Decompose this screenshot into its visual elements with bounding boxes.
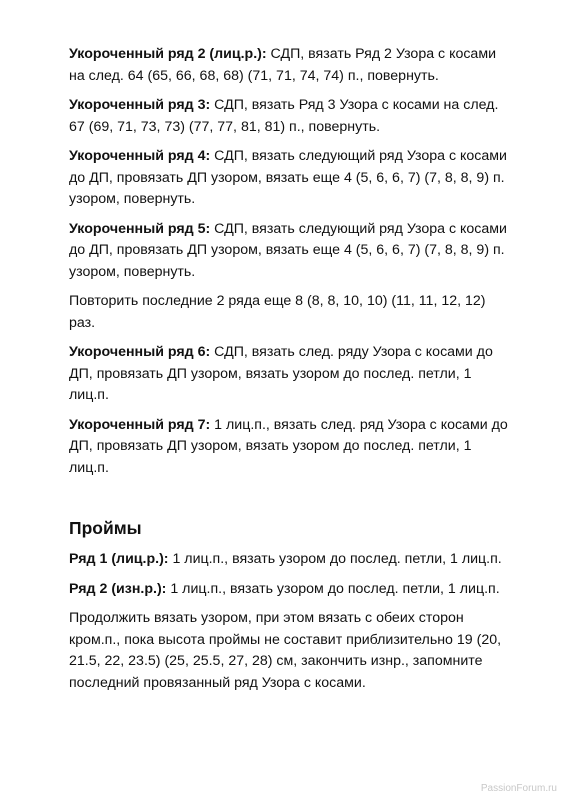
armhole-row-1-text: 1 лиц.п., вязать узором до послед. петли, 1 лиц.п. — [168, 551, 502, 567]
short-row-4-text: СДП, вязать следующий ряд Узора с косами до ДП, провязать ДП узором, вязать еще 4 (5, 6, 6, 7) (7, 8, 8, 9) п. узором, повернуть. — [69, 148, 507, 207]
repeat-rows-text: Повторить последние 2 ряда еще 8 (8, 8, 10, 10) (11, 11, 12, 12) раз. — [69, 293, 486, 331]
short-row-5-label: Укороченный ряд 5: — [69, 220, 211, 237]
armhole-row-1-paragraph — [69, 549, 509, 571]
short-row-3-text: СДП, вязать Ряд 3 Узора с косами на след. 67 (69, 71, 73, 73) (77, 77, 81, 81) п., повернуть. — [69, 97, 499, 135]
short-row-3-paragraph — [69, 95, 509, 138]
short-row-5-text: СДП, вязать следующий ряд Узора с косами до ДП, провязать ДП узором, вязать еще 4 (5, 6, 6, 7) (7, 8, 8, 9) п. узором, повернуть. — [69, 220, 507, 280]
watermark-text: PassionForum.ru — [480, 783, 557, 794]
armhole-row-2-paragraph — [69, 579, 509, 601]
short-row-2-label: Укороченный ряд 2 (лиц.р.): — [69, 46, 267, 62]
short-row-7-text: 1 лиц.п., вязать след. ряд Узора с косами до ДП, провязать ДП узором, вязать узором до послед. петли, 1 лиц.п. — [69, 416, 508, 476]
repeat-rows-paragraph — [69, 291, 509, 334]
armhole-row-1-label: Ряд 1 (лиц.р.): — [69, 551, 169, 567]
short-row-5-paragraph — [69, 219, 509, 284]
short-row-4-label: Укороченный ряд 4: — [69, 148, 211, 164]
armhole-continue-paragraph — [69, 608, 509, 694]
document-page — [69, 44, 509, 702]
short-row-7-label: Укороченный ряд 7: — [69, 416, 211, 433]
short-row-6-paragraph — [69, 342, 509, 407]
short-row-4-paragraph — [69, 146, 509, 211]
short-row-3-label: Укороченный ряд 3: — [69, 97, 211, 113]
armhole-row-2-text: 1 лиц.п., вязать узором до послед. петли, 1 лиц.п. — [166, 580, 500, 597]
short-row-7-paragraph — [69, 415, 509, 480]
armhole-row-2-label: Ряд 2 (изн.р.): — [69, 580, 167, 597]
armhole-continue-text: Продолжить вязать узором, при этом вязать с обеих сторон кром.п., пока высота проймы не составит приблизительно 19 (20, 21.5, 22, 23.5) (25, 25.5, 27, 28) см, закончить изнр., запомните последний провязанный ряд Узора с косами. — [69, 610, 502, 691]
short-row-2-text: СДП, вязать Ряд 2 Узора с косами на след. 64 (65, 66, 68, 68) (71, 71, 74, 74) п., повернуть. — [69, 46, 497, 84]
short-row-6-label: Укороченный ряд 6: — [69, 344, 211, 360]
short-row-2-paragraph — [69, 44, 509, 87]
armholes-heading: Проймы — [69, 518, 142, 538]
short-row-6-text: СДП, вязать след. ряду Узора с косами до ДП, провязать ДП узором, вязать узором до послед. петли, 1 лиц.п. — [69, 344, 493, 403]
